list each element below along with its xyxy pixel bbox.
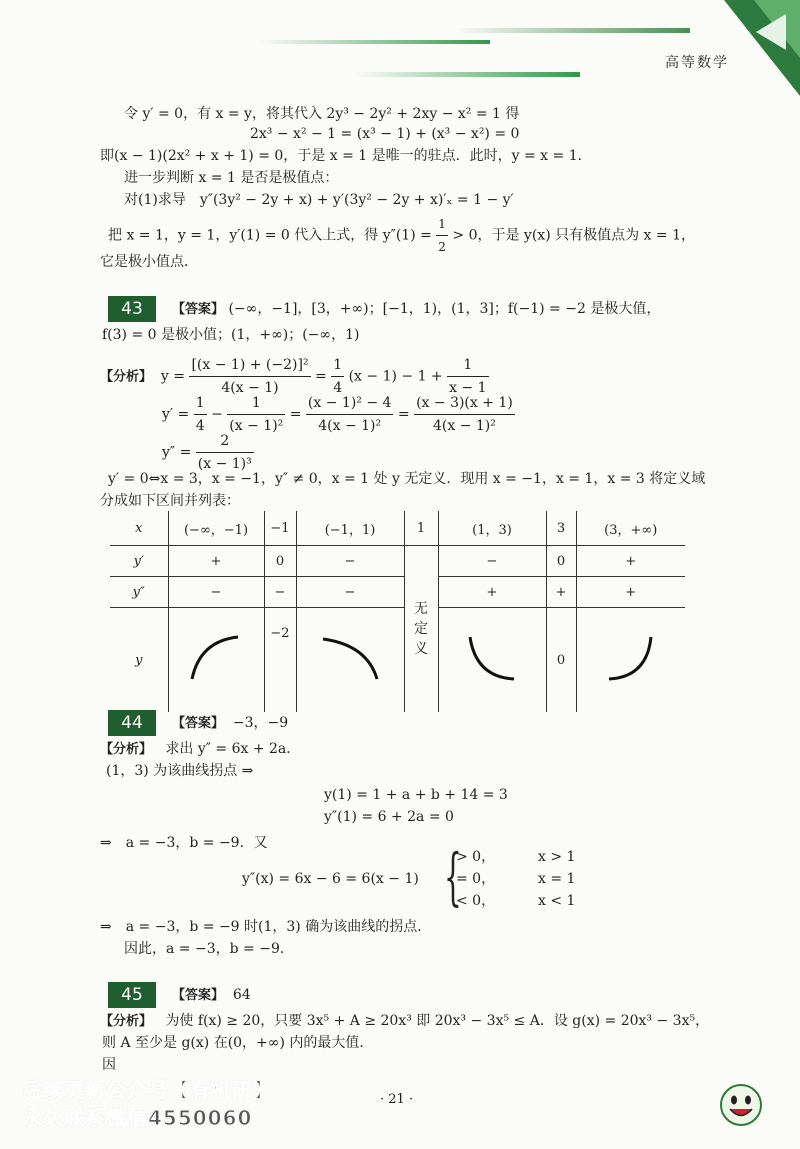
problem-45 — [100, 984, 790, 1074]
eq2-d-num: (x − 3)(x + 1) — [414, 392, 515, 415]
analysis-tag: 【分析】 — [100, 742, 153, 757]
p43-eq-3 — [162, 430, 254, 475]
eq1-mid: (x − 1) − 1 + — [348, 368, 443, 385]
problem-44-number: 44 — [108, 710, 156, 736]
p44-line-3: y(1) = 1 + a + b + 14 = 3 — [324, 787, 508, 803]
p44-line-7: 因此，a = −3，b = −9． — [124, 941, 294, 957]
concave-down-increasing-icon — [186, 633, 246, 683]
page-number: · 21 · — [380, 1092, 414, 1107]
table-cell: 0 — [546, 608, 576, 713]
table-row-y — [110, 608, 685, 713]
table-cell: − — [264, 577, 296, 608]
table-cell: −1 — [264, 511, 296, 546]
answer-tag: 【答案】 — [172, 302, 225, 317]
undefined-char: 义 — [414, 641, 428, 657]
p43-answer-line-2: f(3) = 0 是极小值；(1，+∞)；(−∞，1) — [102, 327, 360, 343]
eq2-equals-2: = — [397, 406, 410, 423]
p45-line-2: 则 A 至少是 g(x) 在(0，+∞) 内的最大值． — [102, 1035, 374, 1051]
p45-line-3: 因 — [102, 1057, 116, 1073]
concave-down-decreasing-icon — [315, 633, 385, 683]
table-row-x — [110, 511, 685, 546]
undefined-char: 定 — [414, 621, 428, 637]
eq3-num: 2 — [196, 430, 254, 453]
table-cell: (−1，1) — [296, 511, 404, 546]
p44-answer: −3，−9 — [232, 715, 289, 731]
watermark-line-1: 后续更新公众号【有机研】 — [22, 1078, 274, 1102]
eq1-c2-num: 1 — [447, 354, 488, 377]
concave-up-increasing-icon — [601, 633, 661, 683]
table-cell: + — [438, 577, 546, 608]
eq2-equals-1: = — [289, 406, 302, 423]
table-cell: + — [576, 577, 685, 608]
eq1-lhs: y = — [160, 368, 186, 385]
eq2-frac-c — [306, 392, 394, 437]
p43-text-1: y′ = 0⇔x = 3，x = −1，y″ ≠ 0，x = 1 处 y 无定义．现用 x = −1，x = 1，x = 3 将定义域 — [108, 471, 706, 487]
table-cell: 0 — [264, 546, 296, 577]
analysis-tag: 【分析】 — [100, 369, 153, 385]
top-line-2: 2x³ − x² − 1 = (x³ − 1) + (x³ − x²) = 0 — [250, 126, 520, 142]
table-cell: (3，+∞) — [576, 511, 685, 546]
eq2-b-den: (x − 1)² — [229, 418, 284, 434]
fraction-denominator: 2 — [438, 240, 446, 254]
eq2-a-den: 4 — [195, 418, 205, 434]
table-cell: y′ — [110, 546, 168, 577]
eq2-c-num: (x − 1)² − 4 — [306, 392, 394, 415]
fraction-numerator: 1 — [436, 213, 448, 236]
eq2-frac-d — [414, 392, 515, 437]
eq1-den: 4(x − 1) — [221, 380, 279, 396]
header-decoration — [0, 0, 800, 100]
eq2-c-den: 4(x − 1)² — [318, 418, 382, 434]
top-line-7: 它是极小值点． — [100, 254, 198, 270]
top-line-6-a: 把 x = 1，y = 1，y′(1) = 0 代入上式，得 y″(1) = — [108, 227, 432, 244]
table-cell: (1，3) — [438, 511, 546, 546]
p44-line-1 — [100, 740, 300, 759]
top-line-5: 对(1)求导 y″(3y² − 2y + x) + y′(3y² − 2y + x)′ₓ = 1 − y′ — [124, 192, 514, 208]
eq1-equals: = — [315, 368, 327, 385]
table-cell: x — [110, 511, 168, 546]
eq3-lhs: y″ = — [162, 444, 192, 461]
watermark-line-2: 永久联系微信4550060 — [22, 1106, 253, 1130]
sign-table — [110, 511, 685, 712]
eq2-lhs: y′ = — [162, 406, 190, 423]
top-line-6 — [108, 213, 695, 258]
header-stripe-3 — [355, 72, 580, 77]
eq3-den: (x − 1)³ — [197, 456, 252, 472]
p44-case-2-range: x = 1 — [538, 871, 576, 887]
table-cell: 3 — [546, 511, 576, 546]
analysis-tag: 【分析】 — [100, 1014, 153, 1029]
p44-case-1-range: x > 1 — [538, 849, 576, 865]
table-row-y-double-prime — [110, 577, 685, 608]
p44-line-5: ⇒ a = −3，b = −9．又 — [100, 835, 268, 851]
p44-case-3-cond: < 0， — [456, 893, 496, 909]
table-cell: −2 — [264, 608, 296, 713]
table-cell: − — [168, 577, 264, 608]
smiley-icon — [718, 1082, 764, 1128]
p43-answer-1: (−∞，−1]，[3，+∞)；[−1，1)，(1，3]；f(−1) = −2 是极大值， — [228, 301, 661, 317]
concave-up-decreasing-icon — [462, 633, 522, 683]
top-line-4: 进一步判断 x = 1 是否是极值点： — [124, 170, 339, 186]
problem-43 — [100, 298, 780, 508]
answer-tag: 【答案】 — [172, 716, 225, 731]
table-cell: − — [296, 546, 404, 577]
brace-icon: { — [444, 840, 462, 913]
table-cell: + — [576, 546, 685, 577]
p45-answer-line — [172, 986, 251, 1005]
top-line-3: 即(x − 1)(2x² + x + 1) = 0，于是 x = 1 是唯一的驻点．此时，y = x = 1． — [100, 148, 592, 164]
table-cell: y — [135, 652, 143, 668]
p44-line-6: ⇒ a = −3，b = −9 时(1，3) 确为该曲线的拐点． — [100, 919, 432, 935]
table-cell-curve — [296, 608, 404, 713]
answer-tag: 【答案】 — [172, 988, 225, 1003]
eq1-c2-den: x − 1 — [449, 380, 487, 396]
p44-line-1-text: 求出 y″ = 6x + 2a． — [165, 741, 301, 757]
eq2-d-den: 4(x − 1)² — [432, 418, 496, 434]
undefined-char: 无 — [414, 601, 428, 617]
corner-arrow-icon — [724, 0, 800, 96]
eq1-c1-den: 4 — [333, 380, 343, 396]
top-block — [100, 105, 760, 275]
eq2-minus: − — [211, 406, 223, 423]
table-cell: 1 — [404, 511, 438, 546]
table-cell-curve — [438, 608, 546, 713]
problem-44 — [100, 712, 780, 972]
table-cell: − — [296, 577, 404, 608]
table-cell: (−∞，−1) — [168, 511, 264, 546]
p44-case-2-cond: = 0， — [456, 871, 496, 887]
table-cell: + — [168, 546, 264, 577]
top-line-6-fraction — [436, 213, 448, 258]
table-cell: + — [546, 577, 576, 608]
eq3-frac — [196, 430, 254, 475]
table-cell: 0 — [546, 546, 576, 577]
top-line-6-b: > 0，于是 y(x) 只有极值点为 x = 1， — [452, 227, 695, 244]
table-cell-undefined — [404, 546, 438, 713]
p44-line-2: (1，3) 为该曲线拐点 ⇒ — [106, 763, 254, 779]
p43-text-2: 分成如下区间并列表： — [100, 493, 240, 509]
problem-45-number: 45 — [108, 982, 156, 1008]
p45-line-1 — [100, 1012, 709, 1031]
table-cell: − — [438, 546, 546, 577]
eq1-c1-num: 1 — [331, 354, 344, 377]
p44-case-3-range: x < 1 — [538, 893, 576, 909]
table-cell: y″ — [110, 577, 168, 608]
header-title: 高等数学 — [665, 55, 729, 71]
p44-line-4: y″(1) = 6 + 2a = 0 — [324, 809, 454, 825]
top-line-1: 令 y′ = 0，有 x = y，将其代入 2y³ − 2y² + 2xy − x² = 1 得 — [124, 106, 520, 122]
p43-answer-line-1 — [172, 300, 660, 319]
table-row-y-prime — [110, 546, 685, 577]
table-cell-curve — [168, 608, 264, 713]
p45-line-1-text: 为使 f(x) ≥ 20，只要 3x⁵ + A ≥ 20x³ 即 20x³ − 3x⁵ ≤ A．设 g(x) = 20x³ − 3x⁵， — [165, 1013, 710, 1029]
eq2-b-num: 1 — [227, 392, 285, 415]
eq2-a-num: 1 — [194, 392, 207, 415]
eq1-num: [(x − 1) + (−2)]² — [189, 354, 310, 377]
p45-answer: 64 — [232, 987, 251, 1003]
header-stripe-2 — [455, 28, 690, 33]
problem-43-number: 43 — [108, 296, 156, 322]
p44-case-1-cond: > 0， — [456, 849, 496, 865]
table-cell-curve — [576, 608, 685, 713]
p44-piecewise-lhs: y″(x) = 6x − 6 = 6(x − 1) — [242, 871, 419, 887]
p44-answer-line — [172, 714, 288, 733]
header-stripe-1 — [258, 40, 490, 44]
